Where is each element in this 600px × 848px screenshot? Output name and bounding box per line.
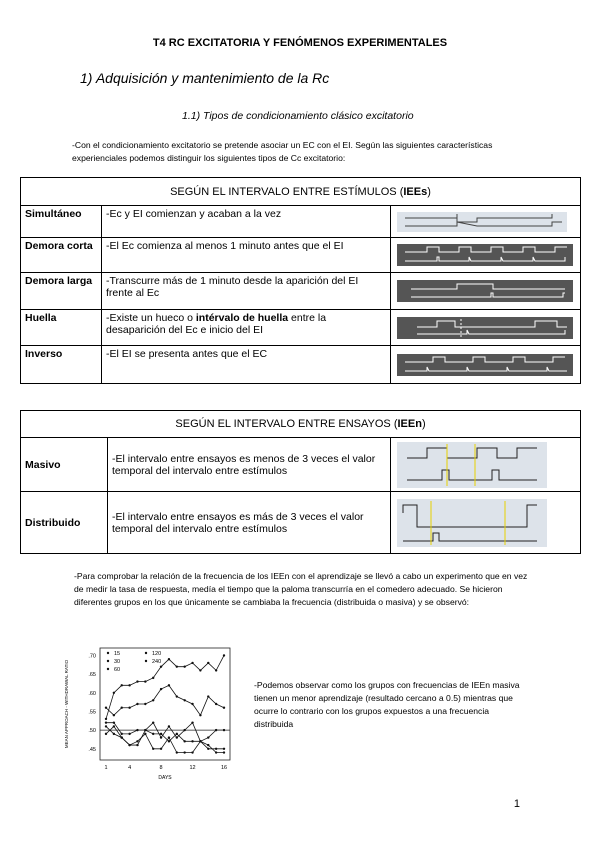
- table-row: [21, 438, 581, 492]
- data-point: [105, 721, 107, 723]
- table-row: [21, 310, 581, 346]
- data-point: [128, 707, 130, 709]
- data-point: [144, 733, 146, 735]
- row-label: Distribuido: [21, 492, 108, 554]
- row-desc: -El Ec comienza al menos 1 minuto antes que el EI: [102, 238, 391, 273]
- data-point: [183, 729, 185, 731]
- legend-label: 30: [114, 659, 121, 665]
- data-point: [183, 665, 185, 667]
- data-point: [121, 684, 123, 686]
- data-point: [183, 751, 185, 753]
- table-row: [21, 492, 581, 554]
- row-desc: -El intervalo entre ensayos es menos de 3 veces el valor temporal del intervalo entre estímulos: [108, 438, 391, 492]
- data-point: [113, 714, 115, 716]
- table-row: [21, 206, 581, 238]
- y-tick-label: .70: [88, 653, 96, 660]
- data-point: [160, 733, 162, 735]
- data-point: [105, 725, 107, 727]
- data-point: [176, 733, 178, 735]
- data-point: [160, 748, 162, 750]
- row-label: Demora larga: [21, 273, 102, 310]
- legend-marker: [107, 660, 109, 662]
- row-label: Demora corta: [21, 238, 102, 273]
- data-point: [152, 721, 154, 723]
- table-header: SEGÚN EL INTERVALO ENTRE ENSAYOS (IEEn): [21, 411, 581, 438]
- data-point: [168, 740, 170, 742]
- data-point: [223, 751, 225, 753]
- data-point: [223, 707, 225, 709]
- data-point: [223, 748, 225, 750]
- data-point: [105, 718, 107, 720]
- data-point: [176, 695, 178, 697]
- ieen-table: [20, 410, 581, 554]
- data-point: [215, 748, 217, 750]
- y-tick-label: .65: [88, 672, 96, 679]
- subsection-heading: 1.1) Tipos de condicionamiento clásico excitatorio: [182, 110, 414, 122]
- data-point: [191, 662, 193, 664]
- data-point: [207, 736, 209, 738]
- data-point: [136, 729, 138, 731]
- y-tick-label: .45: [88, 746, 96, 753]
- data-point: [207, 662, 209, 664]
- data-point: [121, 736, 123, 738]
- data-point: [113, 692, 115, 694]
- data-point: [207, 744, 209, 746]
- data-point: [223, 654, 225, 656]
- data-point: [183, 740, 185, 742]
- data-point: [144, 703, 146, 705]
- y-tick-label: .50: [88, 728, 96, 735]
- diagram-demora-corta: [391, 238, 581, 273]
- data-point: [152, 677, 154, 679]
- data-point: [152, 748, 154, 750]
- data-point: [191, 721, 193, 723]
- series-line: [106, 723, 224, 742]
- data-point: [176, 736, 178, 738]
- data-point: [199, 714, 201, 716]
- row-desc: -El intervalo entre ensayos es más de 3 veces el valor temporal del intervalo entre estímulos: [108, 492, 391, 554]
- y-tick-label: .60: [88, 690, 96, 697]
- diagram-huella: [391, 310, 581, 346]
- y-axis-label: MEAN APPROACH - WITHDRAWAL RATIO: [64, 659, 69, 749]
- diagram-simultaneo: [391, 206, 581, 238]
- data-point: [113, 733, 115, 735]
- data-point: [136, 744, 138, 746]
- legend-label: 240: [152, 659, 162, 665]
- data-point: [168, 658, 170, 660]
- data-point: [152, 733, 154, 735]
- y-tick-label: .55: [88, 709, 96, 716]
- data-point: [168, 736, 170, 738]
- data-point: [176, 665, 178, 667]
- x-axis-label: DAYS: [158, 775, 172, 780]
- data-point: [105, 707, 107, 709]
- legend-marker: [145, 660, 147, 662]
- data-point: [128, 733, 130, 735]
- x-tick-label: 8: [159, 765, 163, 771]
- data-point: [191, 740, 193, 742]
- legend-marker: [107, 652, 109, 654]
- data-point: [144, 680, 146, 682]
- data-point: [223, 729, 225, 731]
- data-point: [160, 688, 162, 690]
- x-tick-label: 1: [104, 765, 108, 771]
- data-point: [160, 665, 162, 667]
- table-row: [21, 346, 581, 384]
- row-label: Inverso: [21, 346, 102, 384]
- conclusion-paragraph: -Podemos observar como los grupos con frecuencias de IEEn masiva tienen un menor aprendizaje (resultado cercano a 0.5) mientras que ocurre lo contrario con los grupos expuestos a una frecuencia distribuida: [254, 680, 520, 729]
- data-point: [128, 684, 130, 686]
- data-point: [121, 733, 123, 735]
- data-point: [215, 669, 217, 671]
- row-label: Simultáneo: [21, 206, 102, 238]
- row-desc: -Ec y EI comienzan y acaban a la vez: [102, 206, 391, 238]
- data-point: [207, 748, 209, 750]
- data-point: [136, 703, 138, 705]
- data-point: [199, 740, 201, 742]
- section-heading: 1) Adquisición y mantenimiento de la Rc: [80, 70, 330, 86]
- experiment-chart: [58, 640, 238, 780]
- data-point: [144, 729, 146, 731]
- data-point: [191, 751, 193, 753]
- row-label: Masivo: [21, 438, 108, 492]
- diagram-inverso: [391, 346, 581, 384]
- x-tick-label: 4: [128, 765, 132, 771]
- data-point: [215, 751, 217, 753]
- legend-label: 120: [152, 651, 162, 657]
- data-point: [113, 725, 115, 727]
- data-point: [176, 751, 178, 753]
- diagram-distribuido: [391, 492, 581, 554]
- row-label: Huella: [21, 310, 102, 346]
- legend-label: 60: [114, 667, 121, 673]
- data-point: [183, 699, 185, 701]
- table-header: SEGÚN EL INTERVALO ENTRE ESTÍMULOS (IEEs): [21, 178, 581, 206]
- table-row: [21, 238, 581, 273]
- x-tick-label: 16: [220, 765, 228, 771]
- data-point: [160, 736, 162, 738]
- legend-marker: [107, 668, 109, 670]
- data-point: [168, 725, 170, 727]
- data-point: [168, 684, 170, 686]
- row-desc: -El EI se presenta antes que el EC: [102, 346, 391, 384]
- data-point: [199, 669, 201, 671]
- data-point: [136, 740, 138, 742]
- x-tick-label: 12: [189, 765, 196, 771]
- row-desc: -Existe un hueco o intérvalo de huella entre la desaparición del Ec e inicio del EI: [102, 310, 391, 346]
- data-point: [152, 699, 154, 701]
- intro-paragraph: -Con el condicionamiento excitatorio se pretende asociar un EC con el EI. Según las siguientes características experienciales podemos distinguir los siguientes tipos de Cc excitatorio:: [72, 140, 493, 163]
- row-desc: -Transcurre más de 1 minuto desde la aparición del EI frente al Ec: [102, 273, 391, 310]
- series-line: [106, 685, 224, 715]
- table-row: [21, 273, 581, 310]
- data-point: [207, 695, 209, 697]
- document-title: T4 RC EXCITATORIA Y FENÓMENOS EXPERIMENTALES: [152, 37, 448, 49]
- legend-label: 15: [114, 651, 121, 657]
- data-point: [191, 703, 193, 705]
- data-point: [113, 721, 115, 723]
- experiment-paragraph: -Para comprobar la relación de la frecuencia de los IEEn con el aprendizaje se llevó a cabo un experimento que en vez de medir la tasa de respuesta, medía el tiempo que la paloma transcurría en el comedero adecuado. Se hicieron diferentes grupos en los que únicamente se cambiaba la frecuencia (distribuida o masiva) y se observó:: [74, 571, 528, 607]
- legend-marker: [145, 652, 147, 654]
- data-point: [215, 729, 217, 731]
- diagram-masivo: [391, 438, 581, 492]
- data-point: [121, 707, 123, 709]
- data-point: [136, 680, 138, 682]
- data-point: [105, 733, 107, 735]
- page-number: 1: [513, 798, 520, 810]
- data-point: [215, 703, 217, 705]
- diagram-demora-larga: [391, 273, 581, 310]
- data-point: [128, 744, 130, 746]
- iees-table: [20, 177, 581, 384]
